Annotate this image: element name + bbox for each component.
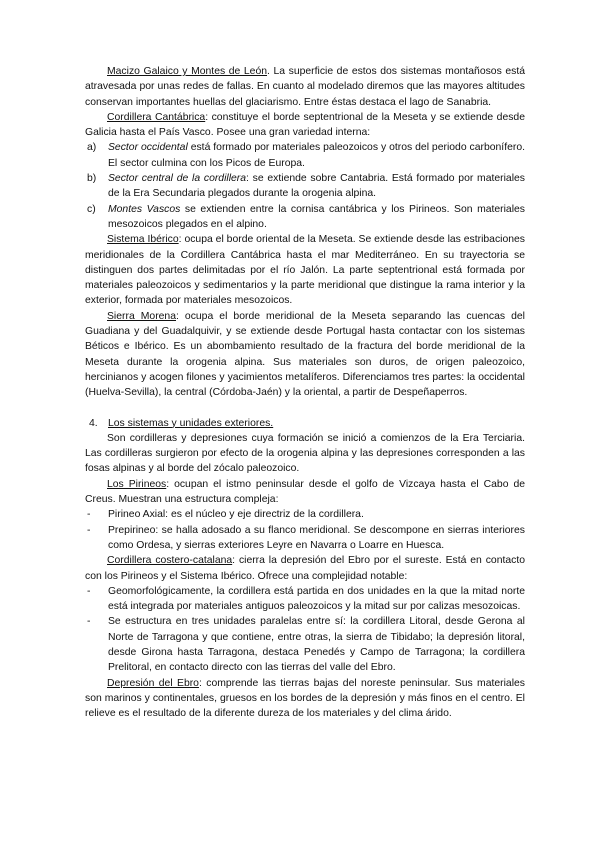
list-item <box>85 614 525 675</box>
item-text: está formado por materiales paleozoicos y otros del periodo carbonífero. El sector culmina con los Picos de Europa. <box>108 142 525 169</box>
text-iberico: : ocupa el borde oriental de la Meseta. Se extiende desde las estribaciones meridionales de la Cordillera Cantábrica hasta el mar Mediterráneo. En su trayectoria se distinguen dos partes delimitadas por el río Jalón. La parte septentrional está formada por materiales paleozoicos y sedimentarios y la parte meridional que distingue la rama interior y la exterior, formada por materiales mesozoicos. <box>85 234 525 307</box>
list-item <box>85 202 525 233</box>
paragraph-exteriores <box>85 431 525 477</box>
list-item <box>85 171 525 202</box>
list-marker: - <box>87 509 91 521</box>
text-morena: : ocupa el borde meridional de la Meseta separando las cuencas del Guadiana y del Guadalquivir, y se extiende desde Portugal hasta contactar con los sistemas Béticos e Ibérico. Es un abombamiento resultado de la fractura del borde meridional de la Meseta durante la orogenia alpina. Sus materiales son duros, de origen paleozoico, hercinianos y acogen filones y yacimientos metalíferos. Diferenciamos tres partes: la occidental (Huelva-Sevilla), la central (Córdoba-Jaén) y la oriental, a partir de Despeñaperros. <box>85 310 525 399</box>
paragraph-cantabrica <box>85 110 525 141</box>
list-marker: - <box>87 585 91 597</box>
text-ebro: : comprende las tierras bajas del noreste peninsular. Sus materiales son marinos y continentales, gruesos en los bordes de la depresión y más finos en el centro. El relieve es el resultado de la diferente dureza de los materiales y del clima árido. <box>85 677 525 720</box>
section-heading <box>85 416 525 431</box>
list-costero <box>85 584 525 676</box>
text-costero: : cierra la depresión del Ebro por el sureste. Está en contacto con los Pirineos y el Sistema Ibérico. Ofrece una complejidad notable: <box>85 555 525 582</box>
item-text: Prepirineo: se halla adosado a su flanco meridional. Se descompone en sierras interiores como Ordesa, y sierras exteriores Leyre en Navarra o Loarre en Huesca. <box>108 524 525 551</box>
text-galaico: . La superficie de estos dos sistemas montañosos está atravesada por unas redes de fallas. En cuanto al modelado diremos que las mayores altitudes conservan importantes huellas del glaciarismo. Entre éstas destaca el lago de Sanabria. <box>85 66 525 108</box>
term-pirineos: Los Pirineos <box>107 478 167 490</box>
paragraph-ebro <box>85 676 525 722</box>
term-iberico: Sistema Ibérico <box>107 234 179 246</box>
item-term: Sector occidental <box>108 142 188 154</box>
paragraph-pirineos <box>85 477 525 508</box>
list-marker: - <box>87 616 91 628</box>
item-term: Sector central de la cordillera <box>108 173 247 185</box>
list-marker: b) <box>87 173 97 185</box>
item-text: : se extiende sobre Cantabria. Está formado por materiales de la Era Secundaria plegados durante la orogenia alpina. <box>108 173 525 200</box>
list-marker: a) <box>87 142 97 154</box>
list-item <box>85 523 525 554</box>
list-cantabrica <box>85 140 525 232</box>
term-ebro: Depresión del Ebro <box>107 677 199 689</box>
item-text: Pirineo Axial: es el núcleo y eje directriz de la cordillera. <box>108 509 364 521</box>
paragraph-iberico <box>85 232 525 308</box>
document-body <box>85 64 525 721</box>
list-pirineos <box>85 507 525 553</box>
list-item <box>85 584 525 615</box>
item-term: Montes Vascos <box>108 203 181 215</box>
list-marker: - <box>87 524 91 536</box>
paragraph-galaico <box>85 64 525 110</box>
list-marker: c) <box>87 203 96 215</box>
text-cantabrica: : constituye el borde septentrional de la Meseta y se extiende desde Galicia hasta el País Vasco. Posee una gran variedad interna: <box>85 111 525 139</box>
list-item <box>85 507 525 522</box>
item-text: Se estructura en tres unidades paralelas entre sí: la cordillera Litoral, desde Gerona al Norte de Tarragona y que contiene, entre otras, la sierra de Tibidabo; la depresión litoral, desde Girona hasta Tarragona, destaca Penedés y Campo de Tarragona; la cordillera Prelitoral, en contacto directo con las tierras del valle del Ebro. <box>108 616 525 674</box>
term-galaico: Macizo Galaico y Montes de León <box>107 66 268 77</box>
text-pirineos: : ocupan el istmo peninsular desde el golfo de Vizcaya hasta el Cabo de Creus. Muestran una estructura compleja: <box>85 478 525 506</box>
item-text: se extienden entre la cornisa cantábrica y los Pirineos. Son materiales mesozoicos plegados en el alpino. <box>108 203 525 230</box>
text-exteriores: Son cordilleras y depresiones cuya formación se inició a comienzos de la Era Terciaria. Las cordilleras surgieron por efecto de la orogenia alpina y las depresiones corresponden a las fosas alpinas y al borde del zócalo paleozoico. <box>85 432 525 475</box>
term-costero: Cordillera costero-catalana <box>107 555 233 567</box>
item-text: Geomorfológicamente, la cordillera está partida en dos unidades en la que la mitad norte está integrada por materiales antiguos paleozoicos y la mitad sur por calizas mesozoicas. <box>108 585 525 613</box>
paragraph-morena <box>85 309 525 401</box>
list-item <box>85 140 525 171</box>
term-morena: Sierra Morena <box>107 310 176 322</box>
paragraph-costero <box>85 553 525 584</box>
heading-number: 4. <box>89 417 98 429</box>
term-cantabrica: Cordillera Cantábrica <box>107 111 206 123</box>
heading-title: Los sistemas y unidades exteriores. <box>108 417 274 429</box>
